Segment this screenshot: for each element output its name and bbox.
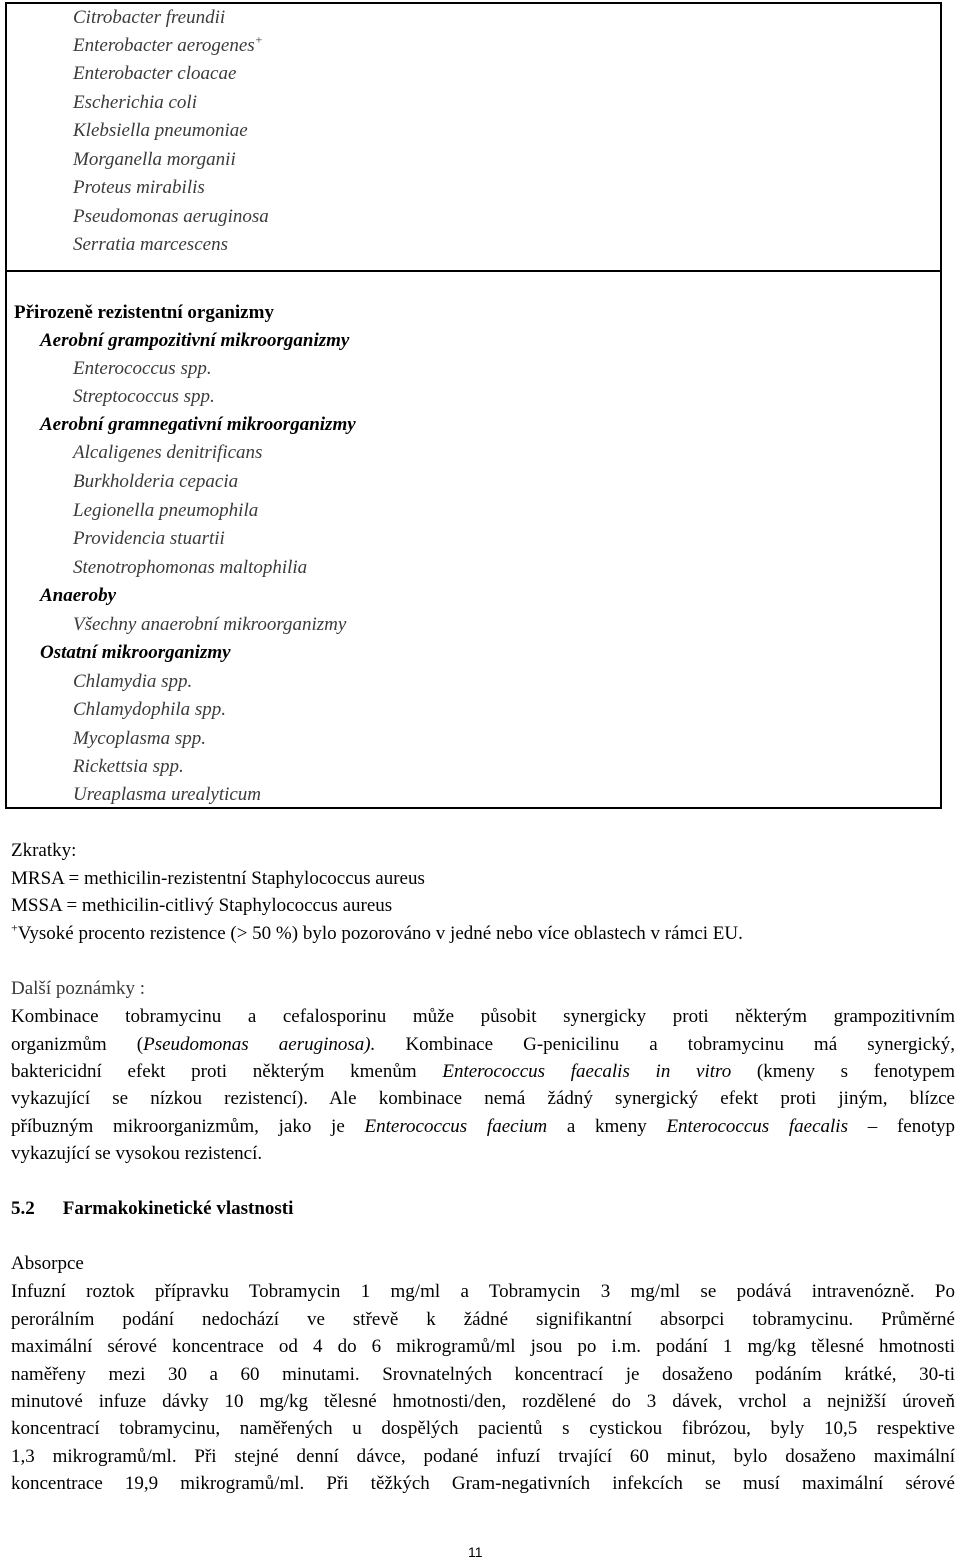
gram-positive-heading: Aerobní grampozitivní mikroorganizmy bbox=[40, 330, 350, 351]
absorption-line: perorálním podání nedochází ve střevě k žádné signifikantní absorpci tobramycinu. Průměrné bbox=[11, 1309, 955, 1330]
gram-negative-heading: Aerobní gramnegativní mikroorganizmy bbox=[40, 414, 356, 435]
section-title: Farmakokinetické vlastnosti bbox=[62, 1198, 294, 1219]
organism-item: Burkholderia cepacia bbox=[73, 471, 239, 492]
organism-item: Escherichia coli bbox=[73, 92, 197, 113]
abbreviations-title: Zkratky: bbox=[11, 840, 77, 861]
organism-item: Providencia stuartii bbox=[73, 528, 225, 549]
notes-line: baktericidní efekt proti některým kmenům Enterococcus faecalis in vitro (kmeny s fenotypem bbox=[11, 1061, 955, 1082]
other-organisms-heading: Ostatní mikroorganizmy bbox=[40, 642, 231, 663]
organism-item: Mycoplasma spp. bbox=[73, 728, 206, 749]
organism-item: Alcaligenes denitrificans bbox=[73, 442, 263, 463]
abbreviation-mrsa: MRSA = methicilin-rezistentní Staphylococcus aureus bbox=[11, 868, 425, 889]
organism-item: Proteus mirabilis bbox=[73, 177, 205, 198]
absorption-line: koncentrace 19,9 mikrogramů/ml. Při těžkých Gram-negativních infekcích se musí maximální sérové bbox=[11, 1473, 955, 1494]
absorption-line: minutové infuze dávky 10 mg/kg tělesné hmotnosti/den, rozdělené do 3 dávek, vrchol a nejnižší úroveň bbox=[11, 1391, 955, 1412]
absorption-title: Absorpce bbox=[11, 1253, 84, 1274]
organism-item: Všechny anaerobní mikroorganizmy bbox=[73, 614, 347, 635]
notes-line: vykazující se nízkou rezistencí). Ale kombinace nemá žádný synergický efekt proti jiným, blízce bbox=[11, 1088, 955, 1109]
notes-line: Kombinace tobramycinu a cefalosporinu může působit synergicky proti některým grampozitivním bbox=[11, 1006, 955, 1027]
organism-item: Enterococcus spp. bbox=[73, 358, 212, 379]
organism-item: Pseudomonas aeruginosa bbox=[73, 206, 269, 227]
absorption-line: 1,3 mikrogramů/ml. Při stejné denní dávce, podané infuzí trvající 60 minut, bylo dosaženo maximální bbox=[11, 1446, 955, 1467]
notes-line: příbuzným mikroorganizmům, jako je Enterococcus faecium a kmeny Enterococcus faecalis – fenotyp bbox=[11, 1116, 955, 1137]
organism-item: Klebsiella pneumoniae bbox=[73, 120, 248, 141]
high-resistance-marker: + bbox=[254, 32, 263, 47]
absorption-line: naměřeny mezi 30 a 60 minutami. Srovnatelných koncentrací je dosaženo podáním krátké, 30-ti bbox=[11, 1364, 955, 1385]
organism-item: Enterobacter cloacae bbox=[73, 63, 237, 84]
organism-item: Stenotrophomonas maltophilia bbox=[73, 557, 308, 578]
absorption-line: maximální sérové koncentrace od 4 do 6 mikrogramů/ml jsou po i.m. podání 1 mg/kg tělesné hmotnosti bbox=[11, 1336, 955, 1357]
absorption-line: koncentrací tobramycinu, naměřených u dospělých pacientů s cystickou fibrózou, byly 10,5 respektive bbox=[11, 1418, 955, 1439]
organism-item: Serratia marcescens bbox=[73, 234, 228, 255]
organism-item: Enterobacter aerogenes+ bbox=[73, 32, 263, 56]
high-resistance-note: +Vysoké procento rezistence (> 50 %) bylo pozorováno v jedné nebo více oblastech v rámci EU. bbox=[11, 920, 743, 944]
abbreviation-mssa: MSSA = methicilin-citlivý Staphylococcus aureus bbox=[11, 895, 393, 916]
organism-item: Rickettsia spp. bbox=[73, 756, 184, 777]
notes-line: vykazující se vysokou rezistencí. bbox=[11, 1143, 263, 1164]
anaerobes-heading: Anaeroby bbox=[40, 585, 116, 606]
notes-line: organizmům (Pseudomonas aeruginosa). Kombinace G-penicilinu a tobramycinu má synergický, bbox=[11, 1034, 956, 1055]
organism-item: Morganella morganii bbox=[73, 149, 236, 170]
organism-item: Citrobacter freundii bbox=[73, 7, 226, 28]
organism-item: Chlamydia spp. bbox=[73, 671, 193, 692]
resistant-heading: Přirozeně rezistentní organizmy bbox=[14, 302, 274, 323]
organism-item: Streptococcus spp. bbox=[73, 386, 215, 407]
organism-item: Legionella pneumophila bbox=[73, 500, 259, 521]
page-number: 11 bbox=[468, 1544, 483, 1560]
plus-marker: + bbox=[11, 920, 18, 935]
section-heading bbox=[11, 1198, 955, 1220]
notes-title: Další poznámky : bbox=[11, 978, 146, 999]
organism-item: Chlamydophila spp. bbox=[73, 699, 227, 720]
organism-item: Ureaplasma urealyticum bbox=[73, 784, 262, 805]
absorption-line: Infuzní roztok přípravku Tobramycin 1 mg/ml a Tobramycin 3 mg/ml se podává intravenózně. Po bbox=[11, 1281, 955, 1302]
section-number: 5.2 bbox=[11, 1198, 35, 1219]
